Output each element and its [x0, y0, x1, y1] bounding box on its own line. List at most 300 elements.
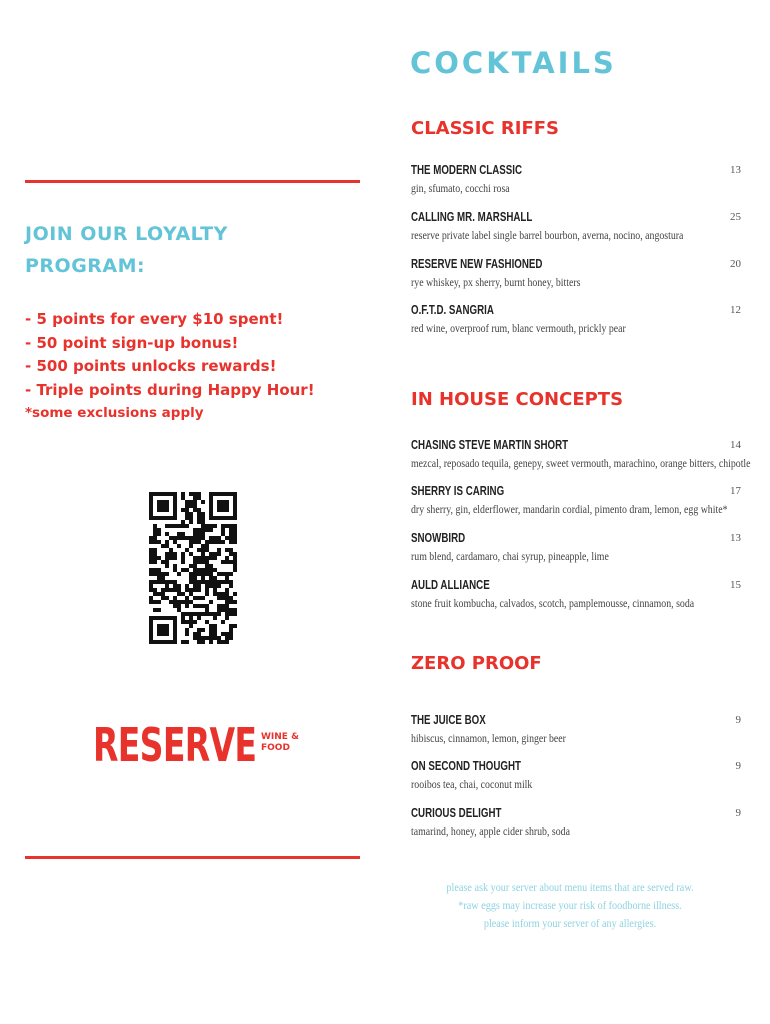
qr-module	[229, 612, 233, 616]
qr-module	[201, 500, 205, 504]
item-name: SHERRY IS CARING	[411, 484, 505, 498]
qr-module	[229, 548, 233, 552]
qr-module	[173, 556, 177, 560]
item-price: 12	[730, 304, 741, 316]
qr-module	[217, 612, 221, 616]
qr-module	[165, 524, 169, 528]
qr-module	[189, 600, 193, 604]
qr-module	[153, 592, 157, 596]
qr-module	[185, 588, 189, 592]
item-description: rum blend, cardamaro, chai syrup, pineapple, lime	[411, 549, 609, 563]
qr-module	[197, 632, 201, 636]
qr-module	[209, 556, 213, 560]
qr-module	[193, 632, 197, 636]
reserve-logo	[93, 717, 299, 773]
qr-module	[213, 588, 217, 592]
qr-module	[177, 600, 181, 604]
qr-module	[201, 572, 205, 576]
qr-module	[229, 552, 233, 556]
logo-tag-line2: FOOD	[261, 743, 290, 753]
qr-module	[197, 572, 201, 576]
loyalty-perk: - 5 points for every $10 spent!	[25, 310, 284, 328]
qr-module	[193, 564, 197, 568]
qr-module	[201, 512, 205, 516]
qr-module	[173, 564, 177, 568]
qr-module	[209, 572, 213, 576]
qr-module	[197, 616, 201, 620]
qr-module	[181, 508, 185, 512]
qr-module	[157, 528, 161, 532]
qr-module	[189, 512, 193, 516]
qr-finder	[157, 500, 169, 512]
qr-module	[153, 548, 157, 552]
qr-module	[213, 552, 217, 556]
qr-module	[209, 636, 213, 640]
section-heading: ZERO PROOF	[411, 653, 542, 674]
qr-module	[225, 596, 229, 600]
qr-module	[189, 576, 193, 580]
qr-module	[169, 524, 173, 528]
qr-module	[181, 552, 185, 556]
loyalty-title	[25, 218, 355, 282]
qr-module	[197, 556, 201, 560]
qr-module	[193, 560, 197, 564]
qr-module	[233, 568, 237, 572]
qr-module	[153, 580, 157, 584]
qr-module	[189, 544, 193, 548]
qr-module	[229, 528, 233, 532]
qr-module	[213, 576, 217, 580]
qr-module	[181, 520, 185, 524]
qr-module	[209, 552, 213, 556]
qr-module	[173, 568, 177, 572]
qr-module	[177, 588, 181, 592]
qr-module	[189, 540, 193, 544]
item-name: SNOWBIRD	[411, 531, 466, 545]
qr-module	[193, 584, 197, 588]
qr-module	[225, 536, 229, 540]
qr-module	[161, 572, 165, 576]
qr-module	[233, 528, 237, 532]
qr-module	[213, 636, 217, 640]
qr-module	[161, 596, 165, 600]
qr-module	[153, 552, 157, 556]
qr-module	[225, 556, 229, 560]
item-price: 13	[730, 532, 741, 544]
qr-module	[185, 596, 189, 600]
qr-module	[193, 508, 197, 512]
qr-module	[193, 588, 197, 592]
qr-module	[229, 632, 233, 636]
qr-module	[173, 584, 177, 588]
qr-module	[185, 536, 189, 540]
qr-module	[205, 584, 209, 588]
qr-module	[197, 584, 201, 588]
menu-title: COCKTAILS	[410, 46, 617, 80]
qr-module	[185, 568, 189, 572]
qr-module	[217, 592, 221, 596]
item-price: 9	[735, 714, 741, 726]
qr-module	[165, 572, 169, 576]
qr-module	[189, 620, 193, 624]
qr-module	[209, 584, 213, 588]
qr-module	[229, 572, 233, 576]
qr-module	[197, 604, 201, 608]
qr-module	[149, 552, 153, 556]
qr-module	[161, 576, 165, 580]
qr-module	[193, 540, 197, 544]
qr-module	[169, 600, 173, 604]
qr-module	[173, 540, 177, 544]
item-description: tamarind, honey, apple cider shrub, soda	[411, 824, 570, 838]
menu-item	[411, 302, 741, 336]
qr-module	[189, 564, 193, 568]
qr-module	[229, 624, 233, 628]
item-name: RESERVE NEW FASHIONED	[411, 257, 543, 271]
qr-module	[221, 596, 225, 600]
item-description: rooibos tea, chai, coconut milk	[411, 777, 533, 791]
loyalty-perk: - 500 points unlocks rewards!	[25, 357, 277, 375]
qr-module	[209, 628, 213, 632]
qr-module	[221, 572, 225, 576]
qr-module	[221, 620, 225, 624]
qr-module	[217, 596, 221, 600]
qr-module	[201, 604, 205, 608]
qr-module	[229, 584, 233, 588]
qr-module	[201, 580, 205, 584]
qr-module	[157, 576, 161, 580]
qr-module	[201, 560, 205, 564]
qr-module	[221, 528, 225, 532]
qr-module	[233, 556, 237, 560]
qr-module	[165, 560, 169, 564]
logo-tag-line1: WINE &	[261, 732, 299, 742]
qr-module	[225, 524, 229, 528]
qr-module	[217, 548, 221, 552]
item-description: hibiscus, cinnamon, lemon, ginger beer	[411, 731, 566, 745]
item-price: 9	[735, 760, 741, 772]
qr-module	[197, 548, 201, 552]
menu-item	[411, 712, 741, 746]
qr-module	[197, 516, 201, 520]
qr-module	[173, 588, 177, 592]
qr-module	[177, 532, 181, 536]
qr-module	[189, 520, 193, 524]
item-description: stone fruit kombucha, calvados, scotch, pamplemousse, cinnamon, soda	[411, 596, 695, 610]
footer-note: please inform your server of any allergies.	[483, 916, 657, 930]
qr-module	[205, 548, 209, 552]
qr-module	[177, 572, 181, 576]
qr-module	[189, 588, 193, 592]
qr-module	[221, 532, 225, 536]
qr-module	[205, 568, 209, 572]
qr-module	[205, 620, 209, 624]
qr-module	[189, 552, 193, 556]
qr-module	[213, 612, 217, 616]
qr-module	[165, 540, 169, 544]
item-name: CALLING MR. MARSHALL	[411, 210, 533, 224]
qr-module	[225, 560, 229, 564]
qr-module	[193, 536, 197, 540]
qr-module	[197, 520, 201, 524]
qr-module	[213, 540, 217, 544]
qr-module	[197, 628, 201, 632]
qr-module	[225, 576, 229, 580]
qr-module	[217, 552, 221, 556]
menu-item	[411, 437, 751, 471]
qr-module	[173, 536, 177, 540]
qr-module	[177, 524, 181, 528]
qr-module	[181, 592, 185, 596]
qr-module	[193, 532, 197, 536]
qr-module	[181, 612, 185, 616]
qr-module	[201, 528, 205, 532]
qr-module	[229, 608, 233, 612]
qr-module	[201, 628, 205, 632]
qr-module	[165, 544, 169, 548]
item-name: CURIOUS DELIGHT	[411, 806, 502, 820]
qr-module	[205, 592, 209, 596]
qr-module	[233, 608, 237, 612]
qr-module	[213, 524, 217, 528]
qr-module	[205, 580, 209, 584]
item-name: THE JUICE BOX	[411, 713, 486, 727]
qr-module	[201, 548, 205, 552]
qr-module	[181, 568, 185, 572]
qr-module	[225, 608, 229, 612]
qr-module	[185, 584, 189, 588]
qr-module	[205, 608, 209, 612]
qr-module	[229, 600, 233, 604]
qr-module	[197, 636, 201, 640]
qr-module	[153, 528, 157, 532]
qr-module	[213, 536, 217, 540]
qr-module	[225, 572, 229, 576]
qr-module	[209, 600, 213, 604]
qr-module	[165, 580, 169, 584]
qr-module	[193, 556, 197, 560]
qr-module	[225, 600, 229, 604]
qr-module	[209, 624, 213, 628]
qr-module	[193, 572, 197, 576]
qr-module	[197, 560, 201, 564]
qr-module	[157, 568, 161, 572]
qr-module	[217, 580, 221, 584]
item-name: ON SECOND THOUGHT	[411, 759, 521, 773]
qr-module	[169, 552, 173, 556]
qr-module	[221, 640, 225, 644]
menu-item	[411, 209, 741, 243]
qr-module	[217, 636, 221, 640]
qr-module	[177, 544, 181, 548]
item-name: CHASING STEVE MARTIN SHORT	[411, 438, 569, 452]
qr-module	[181, 532, 185, 536]
qr-module	[213, 632, 217, 636]
qr-module	[157, 580, 161, 584]
item-price: 17	[730, 485, 741, 497]
qr-module	[181, 600, 185, 604]
qr-module	[193, 620, 197, 624]
loyalty-perk: - 50 point sign-up bonus!	[25, 333, 239, 352]
qr-module	[169, 548, 173, 552]
qr-module	[201, 520, 205, 524]
menu-item	[411, 758, 741, 792]
qr-module	[181, 556, 185, 560]
qr-module	[209, 640, 213, 644]
qr-module	[213, 624, 217, 628]
loyalty-title-line1: JOIN OUR LOYALTY	[25, 223, 228, 245]
qr-module	[169, 588, 173, 592]
qr-code[interactable]	[149, 492, 237, 644]
qr-module	[197, 568, 201, 572]
qr-module	[153, 532, 157, 536]
qr-module	[213, 556, 217, 560]
qr-module	[149, 580, 153, 584]
loyalty-perks	[25, 308, 355, 426]
qr-module	[153, 600, 157, 604]
qr-module	[153, 524, 157, 528]
qr-module	[209, 540, 213, 544]
qr-module	[185, 508, 189, 512]
qr-module	[225, 636, 229, 640]
qr-module	[197, 640, 201, 644]
qr-module	[189, 572, 193, 576]
qr-module	[201, 524, 205, 528]
qr-module	[157, 556, 161, 560]
qr-module	[189, 516, 193, 520]
qr-module	[153, 608, 157, 612]
qr-module	[157, 532, 161, 536]
menu-footer-notes	[420, 878, 720, 932]
qr-module	[153, 556, 157, 560]
qr-module	[193, 500, 197, 504]
qr-module	[193, 604, 197, 608]
qr-module	[153, 540, 157, 544]
qr-module	[169, 580, 173, 584]
menu-item	[411, 256, 741, 290]
qr-module	[205, 588, 209, 592]
qr-module	[177, 584, 181, 588]
qr-module	[189, 536, 193, 540]
item-price: 13	[730, 164, 741, 176]
qr-module	[157, 540, 161, 544]
qr-module	[229, 524, 233, 528]
item-description: gin, sfumato, cocchi rosa	[411, 181, 510, 195]
qr-module	[189, 616, 193, 620]
qr-module	[165, 584, 169, 588]
qr-module	[233, 612, 237, 616]
menu-item	[411, 483, 741, 517]
bottom-divider	[25, 856, 360, 859]
qr-module	[197, 580, 201, 584]
footer-note: *raw eggs may increase your risk of foodborne illness.	[458, 898, 682, 912]
qr-module	[205, 540, 209, 544]
qr-module	[213, 592, 217, 596]
qr-module	[169, 536, 173, 540]
qr-module	[201, 640, 205, 644]
loyalty-title-line2: PROGRAM:	[25, 255, 146, 277]
qr-module	[233, 532, 237, 536]
qr-module	[153, 568, 157, 572]
qr-module	[153, 588, 157, 592]
qr-module	[197, 588, 201, 592]
qr-module	[149, 596, 153, 600]
qr-module	[213, 584, 217, 588]
qr-module	[233, 536, 237, 540]
qr-module	[233, 552, 237, 556]
qr-module	[149, 548, 153, 552]
qr-module	[201, 612, 205, 616]
qr-module	[185, 604, 189, 608]
qr-module	[221, 540, 225, 544]
qr-module	[209, 612, 213, 616]
qr-module	[181, 620, 185, 624]
qr-module	[201, 532, 205, 536]
qr-module	[201, 556, 205, 560]
qr-module	[181, 524, 185, 528]
qr-module	[233, 624, 237, 628]
qr-module	[225, 588, 229, 592]
qr-module	[161, 560, 165, 564]
qr-module	[213, 628, 217, 632]
qr-module	[161, 544, 165, 548]
qr-module	[209, 536, 213, 540]
qr-finder	[157, 624, 169, 636]
qr-module	[185, 524, 189, 528]
qr-module	[185, 500, 189, 504]
footer-note: please ask your server about menu items that are served raw.	[446, 880, 694, 894]
qr-module	[221, 604, 225, 608]
qr-module	[201, 516, 205, 520]
qr-module	[157, 572, 161, 576]
qr-module	[169, 556, 173, 560]
item-name: THE MODERN CLASSIC	[411, 163, 523, 177]
qr-module	[165, 564, 169, 568]
item-description: mezcal, reposado tequila, genepy, sweet vermouth, marachino, orange bitters, chipotle	[411, 456, 751, 470]
qr-module	[197, 540, 201, 544]
qr-module	[233, 540, 237, 544]
qr-module	[217, 640, 221, 644]
qr-module	[217, 572, 221, 576]
qr-module	[189, 612, 193, 616]
qr-module	[213, 580, 217, 584]
qr-module	[193, 576, 197, 580]
qr-module	[229, 636, 233, 640]
qr-module	[225, 548, 229, 552]
qr-module	[233, 564, 237, 568]
qr-module	[217, 608, 221, 612]
item-description: rye whiskey, px sherry, burnt honey, bitters	[411, 275, 581, 289]
qr-module	[157, 592, 161, 596]
qr-finder	[217, 500, 229, 512]
qr-module	[185, 548, 189, 552]
qr-module	[209, 576, 213, 580]
qr-module	[221, 592, 225, 596]
qr-module	[201, 536, 205, 540]
item-price: 9	[735, 807, 741, 819]
loyalty-note: *some exclusions apply	[25, 405, 204, 421]
qr-module	[193, 636, 197, 640]
qr-module	[177, 604, 181, 608]
qr-module	[189, 624, 193, 628]
item-name: AULD ALLIANCE	[411, 578, 490, 592]
qr-module	[225, 604, 229, 608]
qr-module	[201, 576, 205, 580]
qr-module	[209, 632, 213, 636]
top-divider	[25, 180, 360, 183]
qr-module	[149, 568, 153, 572]
qr-module	[189, 580, 193, 584]
